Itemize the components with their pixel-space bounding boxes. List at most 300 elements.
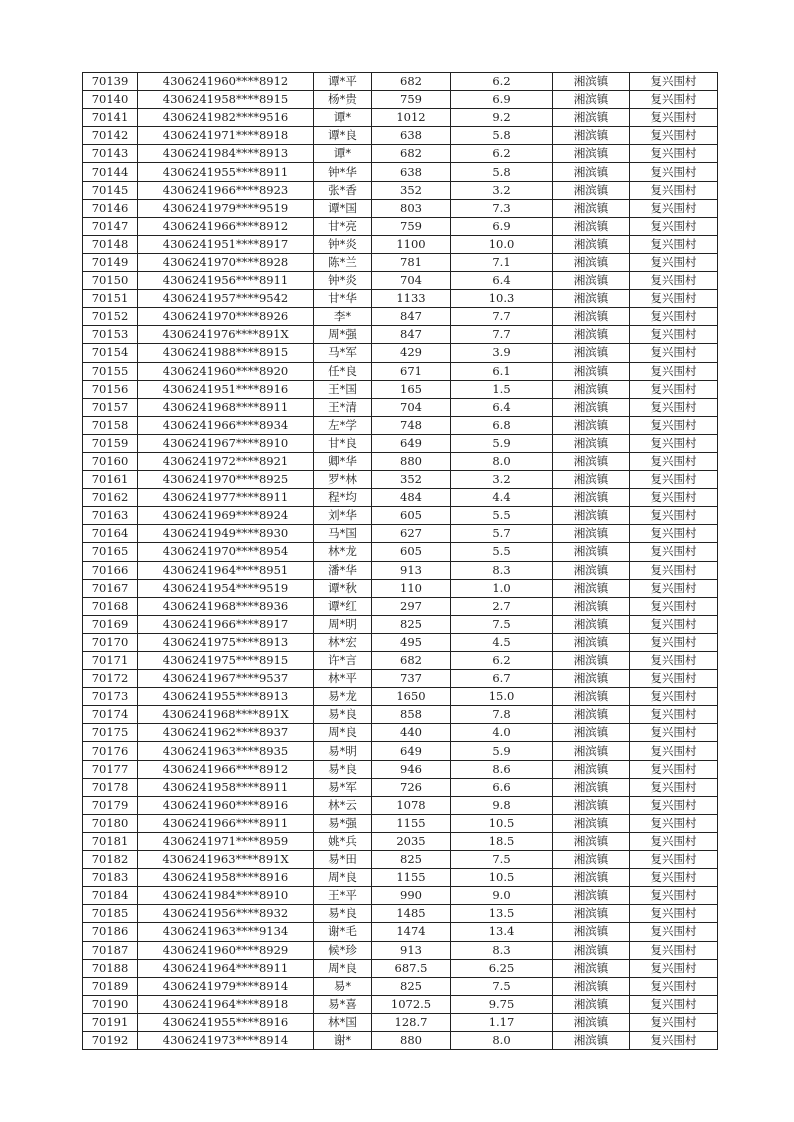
- village-cell: 复兴围村: [630, 272, 718, 290]
- amount-cell: 649: [372, 434, 451, 452]
- name-cell: 钟*华: [314, 163, 372, 181]
- table-row: [83, 814, 718, 832]
- table-row: [83, 706, 718, 724]
- amount-cell: 858: [372, 706, 451, 724]
- name-cell: 谭*: [314, 145, 372, 163]
- area-cell: 6.8: [451, 416, 553, 434]
- id-number-cell: 4306241960****8920: [138, 362, 314, 380]
- row-number-cell: 70188: [83, 959, 138, 977]
- village-cell: 复兴围村: [630, 615, 718, 633]
- table-row: [83, 959, 718, 977]
- id-number-cell: 4306241956****8932: [138, 905, 314, 923]
- row-number-cell: 70150: [83, 272, 138, 290]
- name-cell: 谭*良: [314, 127, 372, 145]
- table-row: [83, 923, 718, 941]
- name-cell: 左*学: [314, 416, 372, 434]
- name-cell: 谢*毛: [314, 923, 372, 941]
- area-cell: 4.4: [451, 489, 553, 507]
- amount-cell: 759: [372, 91, 451, 109]
- town-cell: 湘滨镇: [553, 344, 630, 362]
- row-number-cell: 70156: [83, 380, 138, 398]
- subsidy-register-table: [82, 72, 718, 1050]
- village-cell: 复兴围村: [630, 416, 718, 434]
- village-cell: 复兴围村: [630, 887, 718, 905]
- id-number-cell: 4306241966****8912: [138, 760, 314, 778]
- id-number-cell: 4306241976****891X: [138, 326, 314, 344]
- id-number-cell: 4306241977****8911: [138, 489, 314, 507]
- town-cell: 湘滨镇: [553, 561, 630, 579]
- area-cell: 7.5: [451, 977, 553, 995]
- name-cell: 王*国: [314, 380, 372, 398]
- village-cell: 复兴围村: [630, 434, 718, 452]
- town-cell: 湘滨镇: [553, 73, 630, 91]
- id-number-cell: 4306241967****9537: [138, 670, 314, 688]
- village-cell: 复兴围村: [630, 652, 718, 670]
- amount-cell: 671: [372, 362, 451, 380]
- row-number-cell: 70174: [83, 706, 138, 724]
- village-cell: 复兴围村: [630, 561, 718, 579]
- id-number-cell: 4306241968****8911: [138, 398, 314, 416]
- id-number-cell: 4306241955****8916: [138, 1013, 314, 1031]
- area-cell: 8.0: [451, 1031, 553, 1049]
- row-number-cell: 70145: [83, 181, 138, 199]
- id-number-cell: 4306241954****9519: [138, 579, 314, 597]
- id-number-cell: 4306241966****8911: [138, 814, 314, 832]
- name-cell: 林*云: [314, 796, 372, 814]
- village-cell: 复兴围村: [630, 489, 718, 507]
- id-number-cell: 4306241951****8916: [138, 380, 314, 398]
- amount-cell: 110: [372, 579, 451, 597]
- table-row: [83, 561, 718, 579]
- name-cell: 甘*华: [314, 290, 372, 308]
- amount-cell: 682: [372, 652, 451, 670]
- table-row: [83, 760, 718, 778]
- table-row: [83, 688, 718, 706]
- row-number-cell: 70184: [83, 887, 138, 905]
- row-number-cell: 70144: [83, 163, 138, 181]
- id-number-cell: 4306241969****8924: [138, 507, 314, 525]
- village-cell: 复兴围村: [630, 398, 718, 416]
- table-row: [83, 977, 718, 995]
- amount-cell: 682: [372, 145, 451, 163]
- row-number-cell: 70146: [83, 199, 138, 217]
- village-cell: 复兴围村: [630, 362, 718, 380]
- row-number-cell: 70180: [83, 814, 138, 832]
- amount-cell: 880: [372, 452, 451, 470]
- area-cell: 8.3: [451, 561, 553, 579]
- id-number-cell: 4306241951****8917: [138, 235, 314, 253]
- row-number-cell: 70139: [83, 73, 138, 91]
- table-row: [83, 724, 718, 742]
- area-cell: 4.5: [451, 633, 553, 651]
- table-row: [83, 163, 718, 181]
- town-cell: 湘滨镇: [553, 959, 630, 977]
- name-cell: 姚*兵: [314, 832, 372, 850]
- id-number-cell: 4306241970****8925: [138, 471, 314, 489]
- area-cell: 6.2: [451, 145, 553, 163]
- town-cell: 湘滨镇: [553, 796, 630, 814]
- table-row: [83, 235, 718, 253]
- town-cell: 湘滨镇: [553, 742, 630, 760]
- table-row: [83, 452, 718, 470]
- id-number-cell: 4306241984****8913: [138, 145, 314, 163]
- amount-cell: 484: [372, 489, 451, 507]
- village-cell: 复兴围村: [630, 525, 718, 543]
- town-cell: 湘滨镇: [553, 832, 630, 850]
- row-number-cell: 70167: [83, 579, 138, 597]
- area-cell: 8.3: [451, 941, 553, 959]
- id-number-cell: 4306241975****8915: [138, 652, 314, 670]
- area-cell: 6.2: [451, 652, 553, 670]
- town-cell: 湘滨镇: [553, 217, 630, 235]
- amount-cell: 847: [372, 326, 451, 344]
- table-row: [83, 344, 718, 362]
- village-cell: 复兴围村: [630, 670, 718, 688]
- table-row: [83, 398, 718, 416]
- amount-cell: 440: [372, 724, 451, 742]
- village-cell: 复兴围村: [630, 977, 718, 995]
- town-cell: 湘滨镇: [553, 507, 630, 525]
- row-number-cell: 70191: [83, 1013, 138, 1031]
- amount-cell: 128.7: [372, 1013, 451, 1031]
- id-number-cell: 4306241960****8912: [138, 73, 314, 91]
- table-row: [83, 326, 718, 344]
- village-cell: 复兴围村: [630, 905, 718, 923]
- village-cell: 复兴围村: [630, 778, 718, 796]
- table-row: [83, 73, 718, 91]
- amount-cell: 847: [372, 308, 451, 326]
- village-cell: 复兴围村: [630, 760, 718, 778]
- amount-cell: 352: [372, 181, 451, 199]
- amount-cell: 1474: [372, 923, 451, 941]
- id-number-cell: 4306241958****8916: [138, 869, 314, 887]
- row-number-cell: 70177: [83, 760, 138, 778]
- name-cell: 易*田: [314, 851, 372, 869]
- name-cell: 林*平: [314, 670, 372, 688]
- town-cell: 湘滨镇: [553, 615, 630, 633]
- area-cell: 6.2: [451, 73, 553, 91]
- row-number-cell: 70186: [83, 923, 138, 941]
- area-cell: 2.7: [451, 597, 553, 615]
- village-cell: 复兴围村: [630, 91, 718, 109]
- id-number-cell: 4306241958****8915: [138, 91, 314, 109]
- area-cell: 1.5: [451, 380, 553, 398]
- name-cell: 谭*秋: [314, 579, 372, 597]
- row-number-cell: 70141: [83, 109, 138, 127]
- table-row: [83, 579, 718, 597]
- area-cell: 10.5: [451, 814, 553, 832]
- name-cell: 易*良: [314, 760, 372, 778]
- amount-cell: 946: [372, 760, 451, 778]
- town-cell: 湘滨镇: [553, 308, 630, 326]
- village-cell: 复兴围村: [630, 543, 718, 561]
- amount-cell: 638: [372, 127, 451, 145]
- row-number-cell: 70182: [83, 851, 138, 869]
- town-cell: 湘滨镇: [553, 163, 630, 181]
- table-row: [83, 434, 718, 452]
- area-cell: 6.4: [451, 272, 553, 290]
- amount-cell: 649: [372, 742, 451, 760]
- village-cell: 复兴围村: [630, 706, 718, 724]
- name-cell: 谭*: [314, 109, 372, 127]
- name-cell: 任*良: [314, 362, 372, 380]
- amount-cell: 605: [372, 543, 451, 561]
- id-number-cell: 4306241971****8918: [138, 127, 314, 145]
- amount-cell: 495: [372, 633, 451, 651]
- area-cell: 10.0: [451, 235, 553, 253]
- name-cell: 易*: [314, 977, 372, 995]
- town-cell: 湘滨镇: [553, 652, 630, 670]
- amount-cell: 429: [372, 344, 451, 362]
- table-row: [83, 633, 718, 651]
- amount-cell: 726: [372, 778, 451, 796]
- id-number-cell: 4306241957****9542: [138, 290, 314, 308]
- area-cell: 1.17: [451, 1013, 553, 1031]
- table-row: [83, 1013, 718, 1031]
- id-number-cell: 4306241966****8917: [138, 615, 314, 633]
- table-row: [83, 851, 718, 869]
- area-cell: 7.7: [451, 308, 553, 326]
- table-row: [83, 91, 718, 109]
- table-row: [83, 995, 718, 1013]
- table-body: [83, 73, 718, 1050]
- row-number-cell: 70152: [83, 308, 138, 326]
- table-row: [83, 869, 718, 887]
- row-number-cell: 70190: [83, 995, 138, 1013]
- id-number-cell: 4306241988****8915: [138, 344, 314, 362]
- row-number-cell: 70166: [83, 561, 138, 579]
- amount-cell: 803: [372, 199, 451, 217]
- name-cell: 钟*炎: [314, 272, 372, 290]
- town-cell: 湘滨镇: [553, 380, 630, 398]
- row-number-cell: 70173: [83, 688, 138, 706]
- amount-cell: 1650: [372, 688, 451, 706]
- area-cell: 5.8: [451, 163, 553, 181]
- village-cell: 复兴围村: [630, 597, 718, 615]
- row-number-cell: 70169: [83, 615, 138, 633]
- town-cell: 湘滨镇: [553, 471, 630, 489]
- name-cell: 谭*国: [314, 199, 372, 217]
- name-cell: 卿*华: [314, 452, 372, 470]
- village-cell: 复兴围村: [630, 507, 718, 525]
- name-cell: 程*均: [314, 489, 372, 507]
- town-cell: 湘滨镇: [553, 1031, 630, 1049]
- village-cell: 复兴围村: [630, 290, 718, 308]
- id-number-cell: 4306241958****8911: [138, 778, 314, 796]
- name-cell: 甘*亮: [314, 217, 372, 235]
- amount-cell: 1072.5: [372, 995, 451, 1013]
- area-cell: 9.75: [451, 995, 553, 1013]
- village-cell: 复兴围村: [630, 832, 718, 850]
- amount-cell: 913: [372, 941, 451, 959]
- area-cell: 15.0: [451, 688, 553, 706]
- town-cell: 湘滨镇: [553, 887, 630, 905]
- town-cell: 湘滨镇: [553, 272, 630, 290]
- town-cell: 湘滨镇: [553, 290, 630, 308]
- table-row: [83, 778, 718, 796]
- table-row: [83, 796, 718, 814]
- town-cell: 湘滨镇: [553, 543, 630, 561]
- area-cell: 5.8: [451, 127, 553, 145]
- amount-cell: 1012: [372, 109, 451, 127]
- name-cell: 马*军: [314, 344, 372, 362]
- row-number-cell: 70153: [83, 326, 138, 344]
- town-cell: 湘滨镇: [553, 778, 630, 796]
- town-cell: 湘滨镇: [553, 670, 630, 688]
- id-number-cell: 4306241968****891X: [138, 706, 314, 724]
- area-cell: 9.8: [451, 796, 553, 814]
- amount-cell: 759: [372, 217, 451, 235]
- table-row: [83, 471, 718, 489]
- amount-cell: 165: [372, 380, 451, 398]
- area-cell: 9.0: [451, 887, 553, 905]
- name-cell: 易*良: [314, 706, 372, 724]
- amount-cell: 605: [372, 507, 451, 525]
- name-cell: 周*良: [314, 869, 372, 887]
- table-row: [83, 308, 718, 326]
- id-number-cell: 4306241962****8937: [138, 724, 314, 742]
- village-cell: 复兴围村: [630, 633, 718, 651]
- table-row: [83, 217, 718, 235]
- village-cell: 复兴围村: [630, 235, 718, 253]
- id-number-cell: 4306241967****8910: [138, 434, 314, 452]
- id-number-cell: 4306241972****8921: [138, 452, 314, 470]
- name-cell: 陈*兰: [314, 253, 372, 271]
- id-number-cell: 4306241979****9519: [138, 199, 314, 217]
- town-cell: 湘滨镇: [553, 851, 630, 869]
- name-cell: 马*国: [314, 525, 372, 543]
- area-cell: 8.0: [451, 452, 553, 470]
- town-cell: 湘滨镇: [553, 633, 630, 651]
- table-row: [83, 145, 718, 163]
- area-cell: 9.2: [451, 109, 553, 127]
- row-number-cell: 70178: [83, 778, 138, 796]
- amount-cell: 297: [372, 597, 451, 615]
- row-number-cell: 70171: [83, 652, 138, 670]
- table-row: [83, 416, 718, 434]
- village-cell: 复兴围村: [630, 688, 718, 706]
- area-cell: 6.9: [451, 91, 553, 109]
- amount-cell: 781: [372, 253, 451, 271]
- amount-cell: 627: [372, 525, 451, 543]
- table-row: [83, 290, 718, 308]
- town-cell: 湘滨镇: [553, 109, 630, 127]
- row-number-cell: 70155: [83, 362, 138, 380]
- town-cell: 湘滨镇: [553, 145, 630, 163]
- id-number-cell: 4306241956****8911: [138, 272, 314, 290]
- name-cell: 刘*华: [314, 507, 372, 525]
- name-cell: 林*国: [314, 1013, 372, 1031]
- id-number-cell: 4306241966****8923: [138, 181, 314, 199]
- row-number-cell: 70176: [83, 742, 138, 760]
- village-cell: 复兴围村: [630, 742, 718, 760]
- town-cell: 湘滨镇: [553, 688, 630, 706]
- amount-cell: 825: [372, 615, 451, 633]
- area-cell: 7.1: [451, 253, 553, 271]
- table-row: [83, 199, 718, 217]
- name-cell: 李*: [314, 308, 372, 326]
- row-number-cell: 70161: [83, 471, 138, 489]
- name-cell: 候*珍: [314, 941, 372, 959]
- area-cell: 8.6: [451, 760, 553, 778]
- town-cell: 湘滨镇: [553, 597, 630, 615]
- row-number-cell: 70151: [83, 290, 138, 308]
- area-cell: 3.2: [451, 471, 553, 489]
- id-number-cell: 4306241964****8918: [138, 995, 314, 1013]
- table-row: [83, 543, 718, 561]
- town-cell: 湘滨镇: [553, 199, 630, 217]
- table-row: [83, 109, 718, 127]
- table-row: [83, 615, 718, 633]
- row-number-cell: 70179: [83, 796, 138, 814]
- town-cell: 湘滨镇: [553, 760, 630, 778]
- row-number-cell: 70187: [83, 941, 138, 959]
- village-cell: 复兴围村: [630, 73, 718, 91]
- amount-cell: 638: [372, 163, 451, 181]
- town-cell: 湘滨镇: [553, 398, 630, 416]
- row-number-cell: 70149: [83, 253, 138, 271]
- town-cell: 湘滨镇: [553, 452, 630, 470]
- town-cell: 湘滨镇: [553, 706, 630, 724]
- town-cell: 湘滨镇: [553, 923, 630, 941]
- amount-cell: 825: [372, 851, 451, 869]
- area-cell: 10.5: [451, 869, 553, 887]
- amount-cell: 990: [372, 887, 451, 905]
- id-number-cell: 4306241963****9134: [138, 923, 314, 941]
- town-cell: 湘滨镇: [553, 525, 630, 543]
- village-cell: 复兴围村: [630, 308, 718, 326]
- village-cell: 复兴围村: [630, 181, 718, 199]
- town-cell: 湘滨镇: [553, 326, 630, 344]
- area-cell: 6.6: [451, 778, 553, 796]
- amount-cell: 913: [372, 561, 451, 579]
- id-number-cell: 4306241970****8926: [138, 308, 314, 326]
- id-number-cell: 4306241960****8916: [138, 796, 314, 814]
- area-cell: 13.4: [451, 923, 553, 941]
- area-cell: 7.5: [451, 851, 553, 869]
- village-cell: 复兴围村: [630, 814, 718, 832]
- village-cell: 复兴围村: [630, 253, 718, 271]
- area-cell: 18.5: [451, 832, 553, 850]
- row-number-cell: 70158: [83, 416, 138, 434]
- amount-cell: 1078: [372, 796, 451, 814]
- name-cell: 易*明: [314, 742, 372, 760]
- village-cell: 复兴围村: [630, 326, 718, 344]
- area-cell: 7.8: [451, 706, 553, 724]
- row-number-cell: 70160: [83, 452, 138, 470]
- village-cell: 复兴围村: [630, 452, 718, 470]
- name-cell: 易*喜: [314, 995, 372, 1013]
- table-row: [83, 181, 718, 199]
- area-cell: 4.0: [451, 724, 553, 742]
- name-cell: 甘*良: [314, 434, 372, 452]
- amount-cell: 1485: [372, 905, 451, 923]
- amount-cell: 2035: [372, 832, 451, 850]
- id-number-cell: 4306241970****8954: [138, 543, 314, 561]
- village-cell: 复兴围村: [630, 959, 718, 977]
- name-cell: 杨*贵: [314, 91, 372, 109]
- town-cell: 湘滨镇: [553, 941, 630, 959]
- area-cell: 6.1: [451, 362, 553, 380]
- table-row: [83, 670, 718, 688]
- row-number-cell: 70168: [83, 597, 138, 615]
- name-cell: 罗*林: [314, 471, 372, 489]
- row-number-cell: 70154: [83, 344, 138, 362]
- area-cell: 10.3: [451, 290, 553, 308]
- table-row: [83, 525, 718, 543]
- name-cell: 周*强: [314, 326, 372, 344]
- village-cell: 复兴围村: [630, 851, 718, 869]
